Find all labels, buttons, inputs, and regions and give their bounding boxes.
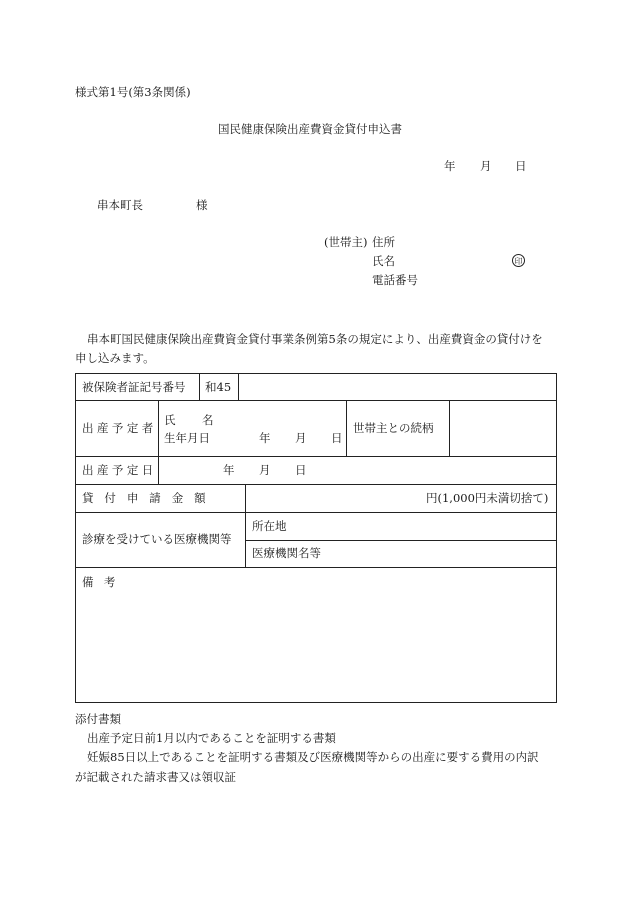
insurance-number-value: 和45 bbox=[205, 380, 232, 394]
column-divider bbox=[158, 400, 159, 484]
column-divider bbox=[238, 374, 239, 400]
row-divider bbox=[76, 512, 556, 513]
due-day-label: 日 bbox=[295, 463, 307, 477]
name-char-1: 氏 bbox=[164, 413, 176, 427]
attachments-heading: 添付書類 bbox=[75, 712, 121, 726]
column-divider bbox=[449, 400, 450, 456]
application-table bbox=[75, 373, 557, 703]
date-year-label: 年 bbox=[444, 159, 456, 173]
clinic-name-label: 医療機関名等 bbox=[252, 546, 321, 560]
due-month-label: 月 bbox=[259, 463, 271, 477]
expectant-mother-label: 出産予定者 bbox=[82, 421, 157, 435]
due-year-label: 年 bbox=[223, 463, 235, 477]
address-label: 住所 bbox=[372, 235, 395, 249]
statement-line-2: 申し込みます。 bbox=[75, 351, 155, 365]
row-divider bbox=[76, 456, 556, 457]
birth-day-label: 日 bbox=[331, 431, 343, 445]
column-divider bbox=[199, 374, 200, 400]
statement-line-1: 串本町国民健康保険出産費資金貸付事業条例第5条の規定により、出産費資金の貸付けを bbox=[87, 332, 543, 346]
row-divider bbox=[76, 567, 556, 568]
birth-month-label: 月 bbox=[295, 431, 307, 445]
clinic-label: 診療を受けている医療機関等 bbox=[82, 532, 232, 546]
date-day-label: 日 bbox=[515, 159, 527, 173]
birth-date-label: 生年月日 bbox=[164, 431, 210, 445]
loan-amount-label: 貸付申請金額 bbox=[82, 491, 217, 505]
birth-year-label: 年 bbox=[259, 431, 271, 445]
remarks-label: 備考 bbox=[82, 575, 126, 589]
honorific: 様 bbox=[196, 198, 208, 212]
loan-amount-unit: 円(1,000円未満切捨て) bbox=[426, 491, 549, 505]
attachment-item-1: 出産予定日前1月以内であることを証明する書類 bbox=[87, 731, 336, 745]
addressee: 串本町長 bbox=[97, 198, 143, 212]
column-divider bbox=[245, 484, 246, 567]
relation-label: 世帯主との続柄 bbox=[353, 421, 434, 435]
clinic-address-label: 所在地 bbox=[252, 519, 287, 533]
phone-label: 電話番号 bbox=[372, 273, 418, 287]
column-divider bbox=[346, 400, 347, 456]
form-number: 様式第1号(第3条関係) bbox=[75, 85, 191, 99]
name-char-2: 名 bbox=[202, 413, 214, 427]
attachment-item-2-line-2: が記載された請求書又は領収証 bbox=[75, 770, 236, 784]
row-divider bbox=[245, 540, 556, 541]
insurance-number-label: 被保険者証記号番号 bbox=[82, 380, 186, 394]
row-divider bbox=[76, 484, 556, 485]
due-date-label: 出産予定日 bbox=[82, 463, 157, 477]
attachment-item-2-line-1: 妊娠85日以上であることを証明する書類及び医療機関等からの出産に要する費用の内訳 bbox=[87, 750, 539, 764]
name-label: 氏名 bbox=[372, 254, 395, 268]
row-divider bbox=[76, 400, 556, 401]
applicant-prefix: (世帯主) bbox=[324, 235, 368, 249]
document-title: 国民健康保険出産費資金貸付申込書 bbox=[218, 122, 402, 136]
date-month-label: 月 bbox=[480, 159, 492, 173]
seal-mark: 印 bbox=[512, 254, 525, 267]
